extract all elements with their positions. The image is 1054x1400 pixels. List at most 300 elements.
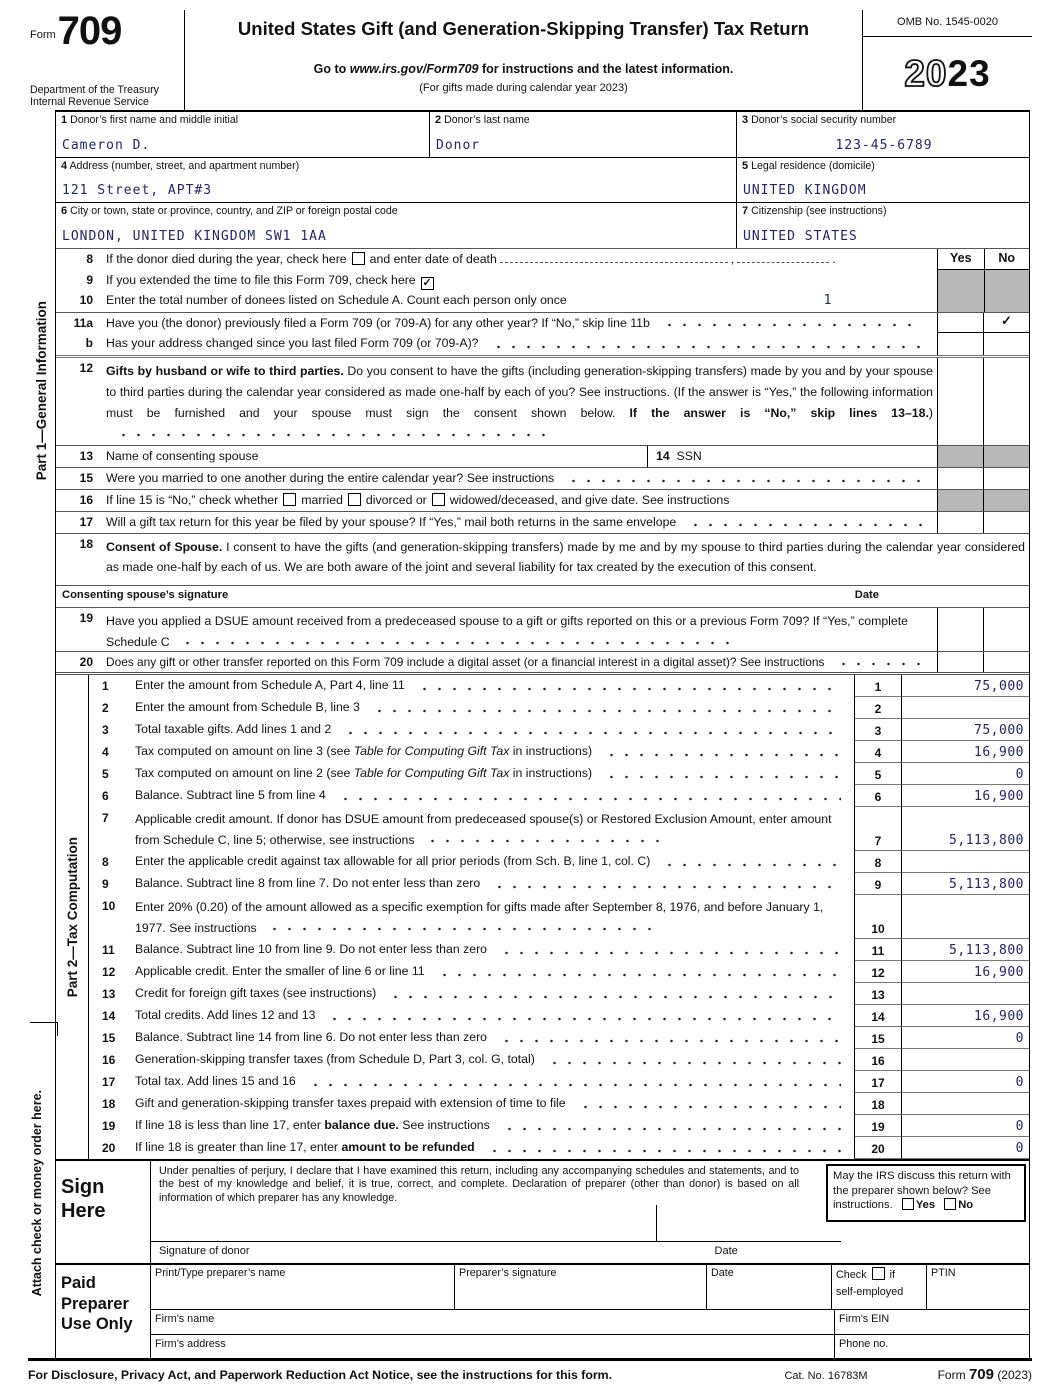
row-12-close: ) (928, 406, 933, 420)
p2-row-13 (89, 983, 1029, 1005)
p2-row-11-label: Balance. Subtract line 10 from line 9. Do not enter less than zero (135, 942, 488, 956)
p2-row-6-label: Balance. Subtract line 5 from line 4 (135, 788, 326, 802)
p2-row-9 (89, 873, 1029, 895)
row-14 (647, 446, 937, 467)
f2-num: 2 (435, 114, 442, 126)
row-11a-no-cell[interactable] (983, 313, 1029, 333)
row-8-text2: and enter date of death (369, 252, 497, 266)
firm-name-cell[interactable] (151, 1310, 834, 1334)
line-9-amount[interactable]: 5,113,800 (949, 877, 1024, 892)
form-number-footer: Form 709 (2023) (937, 1366, 1032, 1383)
perjury-statement: Under penalties of perjury, I declare that I have examined this return, including any accompanying schedules and statements, and to the best of my knowledge and belief, it is true, correct, and complete. Declaration of preparer (other than donor) is based on all information of which preparer has any knowledge. (159, 1165, 799, 1204)
dot-leader (492, 884, 841, 890)
form-number-box (28, 10, 185, 110)
ssn-field[interactable]: 123-45-6789 (835, 138, 933, 153)
consent-date-label: Date (854, 589, 879, 601)
line-7-amount[interactable]: 5,113,800 (949, 833, 1024, 848)
p2-row-20-num: 20 (102, 1141, 116, 1155)
part1-side-label: Part 1—General Information (33, 301, 49, 481)
p2-row-12 (89, 961, 1029, 983)
firm-name-label: Firm’s name (155, 1313, 215, 1325)
yes-no-column (937, 249, 1029, 312)
dot-leader (688, 522, 923, 528)
omb-year-box (862, 10, 1032, 110)
row-11a-num: 11a (73, 316, 93, 330)
p2-row-8 (89, 851, 1029, 873)
disclosure-notice: For Disclosure, Privacy Act, and Paperwork Reduction Act Notice, see the instructions for this form. (28, 1368, 613, 1382)
p2-row-6-box: 6 (854, 785, 902, 807)
f5-num: 5 (742, 160, 749, 172)
row-11b-yes-cell[interactable] (937, 333, 983, 355)
dot-leader (566, 478, 923, 484)
form-header (28, 10, 1032, 110)
title-block (185, 10, 862, 110)
goto-line (185, 62, 862, 76)
preparer-date-label: Date (711, 1267, 734, 1279)
f6-label: City or town, state or province, country, and ZIP or foreign postal code (70, 205, 398, 217)
p2-row-2-num: 2 (102, 701, 109, 715)
row-8-comma: , (730, 252, 735, 266)
phone-label: Phone no. (839, 1338, 889, 1350)
p2-row-2 (89, 697, 1029, 719)
form-body (55, 110, 1030, 1360)
dept-line-2: Internal Revenue Service (30, 95, 149, 108)
dot-leader (417, 686, 841, 692)
p2-row-16-num: 16 (102, 1053, 116, 1067)
row-13-14 (56, 445, 1029, 467)
donor-signature-field[interactable] (159, 1209, 839, 1239)
p2-row-14-box: 14 (854, 1005, 902, 1027)
no-header: No (984, 249, 1030, 269)
self-employed-cell (831, 1265, 926, 1309)
p2-row-14 (89, 1005, 1029, 1027)
dot-leader (338, 796, 841, 802)
row-16-yes-cell (937, 490, 983, 511)
row-9 (56, 270, 937, 291)
sign-here-section (56, 1159, 1029, 1263)
row-17-text: Will a gift tax return for this year be filed by your spouse? If “Yes,” mail both returns in the same envelope (106, 515, 677, 529)
dot-leader (491, 344, 923, 350)
line-20-amount[interactable]: 0 (1015, 1141, 1024, 1156)
dot-leader (116, 432, 546, 438)
p2-row-4-num: 4 (102, 745, 109, 759)
city-field[interactable]: LONDON, UNITED KINGDOM SW1 1AA (62, 229, 327, 244)
p2-row-7-box: 7 (854, 807, 902, 851)
p2-row-10-box: 10 (854, 895, 902, 939)
row-8-num: 8 (86, 252, 93, 266)
p2-row-15-label: Balance. Subtract line 14 from line 6. Do not enter less than zero (135, 1030, 488, 1044)
p2-row-18-box: 18 (854, 1093, 902, 1115)
widowed-checkbox[interactable] (432, 493, 445, 506)
p2-row-4 (89, 741, 1029, 763)
p2-row-16-box: 16 (854, 1049, 902, 1071)
preparer-signature-cell[interactable] (454, 1265, 706, 1309)
catalog-number: Cat. No. 16783M (784, 1370, 868, 1382)
row-20-no-cell[interactable] (983, 652, 1029, 672)
row-15 (56, 467, 1029, 489)
row-11b-text: Has your address changed since you last filed Form 709 (or 709-A)? (106, 336, 479, 350)
p2-row-7 (89, 807, 1029, 851)
donee-count-field[interactable]: 1 (823, 293, 832, 309)
p2-row-9-label: Balance. Subtract line 8 from line 7. Do not enter less than zero (135, 876, 481, 890)
row-10-num: 10 (79, 293, 93, 308)
p2-row-10 (89, 895, 1029, 939)
firm-ein-cell[interactable] (834, 1310, 1029, 1334)
year-solid: 23 (947, 52, 991, 94)
p2-row-19-post: See instructions (398, 1118, 490, 1132)
p2-row-4-italic: Table for Computing Gift Tax (353, 744, 510, 758)
p2-row-2-label: Enter the amount from Schedule B, line 3 (135, 700, 360, 714)
row-16 (56, 489, 1029, 511)
citizenship-field[interactable]: UNITED STATES (743, 229, 858, 244)
dot-leader (437, 972, 841, 978)
row-8-period: . (832, 252, 836, 266)
row-16-no-cell (983, 490, 1029, 511)
donor-first-name-field[interactable]: Cameron D. (62, 138, 151, 153)
p2-row-7-num: 7 (102, 811, 109, 825)
row-20-text: Does any gift or other transfer reported on this Form 709 include a digital asset (or a financial interest in a digital asset)? See instructions (106, 655, 825, 669)
row-12-bold2: If the answer is “No,” skip lines 13–18. (629, 406, 929, 420)
dot-leader (604, 752, 841, 758)
dot-leader (308, 1082, 841, 1088)
row-11b-num: b (85, 336, 93, 350)
p2-row-8-num: 8 (102, 855, 109, 869)
row-12-bold: Gifts by husband or wife to third parties. (106, 364, 348, 378)
p2-row-4-post: in instructions) (509, 744, 593, 758)
row-18-bold: Consent of Spouse. (106, 540, 227, 554)
row-11a (56, 312, 1029, 333)
p2-row-15 (89, 1027, 1029, 1049)
row-11a-text: Have you (the donor) previously filed a Form 709 (or 709-A) for any other year? If “No,” skip line 11b (106, 316, 650, 330)
dot-leader (578, 1104, 841, 1110)
divorced-checkbox[interactable] (348, 493, 361, 506)
f4-num: 4 (61, 160, 68, 172)
preparer-date-cell[interactable] (706, 1265, 831, 1309)
row-16-text: If line 15 is “No,” check whether (106, 493, 279, 507)
p2-row-11-num: 11 (102, 943, 115, 957)
row-15-text: Were you married to one another during the entire calendar year? See instructions (106, 471, 555, 485)
married-checkbox[interactable] (283, 493, 296, 506)
died-checkbox[interactable] (352, 252, 365, 265)
form-number: 709 (57, 9, 122, 53)
row-15-yes-cell[interactable] (937, 468, 983, 489)
f1-label: Donor’s first name and middle initial (70, 114, 239, 126)
line-4-amount[interactable]: 16,900 (974, 745, 1024, 760)
dot-leader (499, 950, 841, 956)
f7-label: Citizenship (see instructions) (751, 205, 887, 217)
p2-row-8-box: 8 (854, 851, 902, 873)
p2-row-1-label: Enter the amount from Schedule A, Part 4, line 11 (135, 678, 405, 692)
p2-row-3-label: Total taxable gifts. Add lines 1 and 2 (135, 722, 332, 736)
phone-cell[interactable] (834, 1335, 1029, 1359)
row-19-num: 19 (79, 611, 93, 625)
firm-address-label: Firm’s address (155, 1338, 226, 1350)
row-20 (56, 651, 1029, 672)
row-10-text: Enter the total number of donees listed on Schedule A. Count each person only once (106, 293, 567, 308)
p2-row-6-num: 6 (102, 789, 109, 803)
row-15-no-cell[interactable] (983, 468, 1029, 489)
line-19-amount[interactable]: 0 (1015, 1119, 1024, 1134)
year-outline: 20 (904, 52, 948, 94)
p2-row-18-label: Gift and generation-skipping transfer taxes prepaid with extension of time to file (135, 1096, 566, 1110)
row-9-num: 9 (86, 272, 93, 287)
row-19 (56, 607, 1029, 651)
f4-label: Address (number, street, and apartment number) (69, 160, 300, 172)
firm-ein-label: Firm’s EIN (839, 1313, 890, 1325)
row-19-no-cell[interactable] (983, 608, 1029, 651)
f2-label: Donor’s last name (444, 114, 530, 126)
row-10 (56, 290, 937, 312)
signature-of-donor-label: Signature of donor (159, 1245, 250, 1257)
p2-row-19-box: 19 (854, 1115, 902, 1137)
row-12-yes-cell[interactable] (937, 358, 983, 445)
f3-num: 3 (742, 114, 749, 126)
p2-row-5-post: in instructions) (509, 766, 593, 780)
omb-number: OMB No. 1545-0020 (863, 10, 1032, 37)
p2-row-10-label: Enter 20% (0.20) of the amount allowed as a specific exemption for gifts made after September 8, 1976, and before January 1, 1977. See instructions (135, 900, 824, 935)
row-11b-no-cell[interactable] (983, 333, 1029, 355)
check-label: Check (836, 1269, 867, 1281)
p2-row-10-num: 10 (102, 899, 116, 913)
paid-preparer-section (56, 1263, 1029, 1359)
line-6-amount[interactable]: 16,900 (974, 789, 1024, 804)
p2-row-12-num: 12 (102, 965, 116, 979)
p2-row-9-num: 9 (102, 877, 109, 891)
row-11a-yes-cell[interactable] (937, 313, 983, 333)
city-row (56, 203, 1029, 248)
p2-row-14-num: 14 (102, 1009, 116, 1023)
date-of-death-field[interactable] (500, 252, 728, 263)
line-11-amount[interactable]: 5,113,800 (949, 943, 1024, 958)
row-18 (56, 533, 1029, 585)
tax-year (863, 37, 1032, 110)
row-16-opt2: divorced or (365, 493, 427, 507)
p2-row-12-box: 12 (854, 961, 902, 983)
page-footer (28, 1358, 1032, 1383)
row-19-yes-cell[interactable] (937, 608, 983, 651)
ptin-label: PTIN (931, 1267, 956, 1279)
f6-num: 6 (61, 205, 68, 217)
p2-row-20-bold: amount to be refunded (341, 1140, 475, 1154)
row-12-no-cell[interactable] (983, 358, 1029, 445)
row-18-num: 18 (79, 537, 93, 551)
consent-signature-label: Consenting spouse’s signature (62, 589, 229, 601)
irs-discuss-yes-checkbox[interactable] (902, 1198, 914, 1210)
irs-discuss-yes-label: Yes (915, 1199, 936, 1212)
p2-row-2-box: 2 (854, 697, 902, 719)
f3-label: Donor’s social security number (751, 114, 897, 126)
address-field[interactable]: 121 Street, APT#3 (62, 183, 213, 198)
p2-row-5-italic: Table for Computing Gift Tax (353, 766, 510, 780)
calendar-note: (For gifts made during calendar year 2023) (419, 82, 628, 94)
part2-tax-computation (56, 672, 1029, 1159)
ptin-cell[interactable] (926, 1265, 1029, 1309)
p2-row-17-box: 17 (854, 1071, 902, 1093)
goto-prefix: Go to (313, 62, 350, 76)
row-12-num: 12 (79, 361, 93, 375)
dot-leader (425, 838, 660, 844)
donor-last-name-field[interactable]: Donor (436, 138, 481, 153)
line-14-amount[interactable]: 16,900 (974, 1009, 1024, 1024)
p2-row-14-label: Total credits. Add lines 12 and 13 (135, 1008, 316, 1022)
row-11b (56, 333, 1029, 355)
p2-row-19 (89, 1115, 1029, 1137)
p2-row-11 (89, 939, 1029, 961)
sign-here-label: Sign Here (56, 1161, 151, 1263)
p2-row-3-box: 3 (854, 719, 902, 741)
p2-row-12-label: Applicable credit. Enter the smaller of line 6 or line 11 (135, 964, 425, 978)
row-13-num: 13 (79, 449, 93, 463)
attach-note: Attach check or money order here. (30, 1089, 44, 1297)
row-9-text: If you extended the time to file this Form 709, check here (106, 272, 416, 287)
row-18-text: I consent to have the gifts (and generation-skipping transfers) made by me and by my spouse to third parties during the calendar year considered as made one-half by each of us. We are both aware of the joint and several liability for tax created by the execution of this consent. (106, 540, 1026, 574)
address-row (56, 158, 1029, 203)
dot-leader (499, 1038, 841, 1044)
preparer-name-label: Print/Type preparer’s name (155, 1267, 286, 1279)
line-12-amount[interactable]: 16,900 (974, 965, 1024, 980)
p2-row-19-bold: balance due. (324, 1118, 399, 1132)
row-15-num: 15 (79, 471, 93, 485)
row-16-num: 16 (79, 493, 93, 507)
p2-row-20 (89, 1137, 1029, 1159)
irs-discuss-no-label: No (958, 1199, 974, 1212)
row-16-opt1: married (301, 493, 343, 507)
dot-leader (502, 1126, 841, 1132)
row-12-text: Do you consent to have the gifts (including generation-skipping transfers) made by you and by your spouse to third parties during the calendar year considered as made one-half by each of you? See instructions. (If the answer is “Yes,” the following information must be furnished and your spouse must sign the consent shown below. (106, 364, 933, 420)
row-13-text: Name of consenting spouse (106, 449, 259, 463)
row-20-num: 20 (79, 655, 93, 669)
p2-row-7-label: Applicable credit amount. If donor has DSUE amount from predeceased spouse(s) or Restored Exclusion Amount, enter amount from Schedule C, line 5; otherwise, see instructions (135, 812, 832, 847)
dot-leader (327, 1016, 841, 1022)
p2-row-17 (89, 1071, 1029, 1093)
p2-row-15-box: 15 (854, 1027, 902, 1049)
p2-row-4-pre: Tax computed on amount on line 3 (see (135, 744, 354, 758)
f7-num: 7 (742, 205, 749, 217)
row-14-text: SSN (676, 449, 702, 463)
p2-row-13-box: 13 (854, 983, 902, 1005)
dot-leader (372, 708, 841, 714)
paid-preparer-label: Paid Preparer Use Only (56, 1265, 151, 1359)
self-employed-label: self-employed (836, 1286, 904, 1299)
p2-row-5-box: 5 (854, 763, 902, 785)
p2-row-4-box: 4 (854, 741, 902, 763)
dot-leader (487, 1148, 841, 1154)
line-5-amount[interactable]: 0 (1015, 767, 1024, 782)
p2-row-5 (89, 763, 1029, 785)
p2-row-18-num: 18 (102, 1097, 116, 1111)
extension-checkbox[interactable]: ✓ (422, 276, 432, 289)
dot-leader (662, 862, 841, 868)
p2-row-6 (89, 785, 1029, 807)
p2-row-18 (89, 1093, 1029, 1115)
preparer-name-cell[interactable] (151, 1265, 454, 1309)
irs-discuss-question: May the IRS discuss this return with the preparer shown below? See instructions. (833, 1170, 1011, 1212)
row-16-opt3: widowed/deceased, and give date. See instructions (449, 493, 730, 507)
p2-row-17-label: Total tax. Add lines 15 and 16 (135, 1074, 296, 1088)
legal-residence-field[interactable]: UNITED KINGDOM (743, 183, 867, 198)
p2-row-16 (89, 1049, 1029, 1071)
dot-leader (343, 730, 841, 736)
part2-side-label: Part 2—Tax Computation (56, 675, 89, 1159)
p2-row-1-box: 1 (854, 675, 902, 697)
dot-leader (388, 994, 841, 1000)
form-word: Form (30, 29, 56, 41)
p2-row-1-num: 1 (102, 679, 109, 693)
p2-row-9-box: 9 (854, 873, 902, 895)
p2-row-5-num: 5 (102, 767, 109, 781)
row-17 (56, 511, 1029, 533)
p2-row-13-label: Credit for foreign gift taxes (see instructions) (135, 986, 377, 1000)
f1-num: 1 (61, 114, 68, 126)
p2-row-3-num: 3 (102, 723, 109, 737)
dept-line-1: Department of the Treasury (30, 83, 159, 96)
row-8 (56, 249, 937, 270)
line-17-amount[interactable]: 0 (1015, 1075, 1024, 1090)
p2-row-20-pre: If line 18 is greater than line 17, enter (135, 1140, 342, 1154)
p2-row-15-num: 15 (102, 1031, 116, 1045)
row-19-text: Have you applied a DSUE amount received from a predeceased spouse to a gift or gifts reported on this or a previous Form 709? If “Yes,” complete Schedule C (106, 614, 908, 649)
dot-leader (604, 774, 841, 780)
line-1-amount[interactable]: 75,000 (974, 679, 1024, 694)
line-3-amount[interactable]: 75,000 (974, 723, 1024, 738)
row-11a-no-check: ✓ (1001, 313, 1012, 328)
irs-discuss-box (826, 1164, 1026, 1222)
p2-row-1 (89, 675, 1029, 697)
name-row (56, 112, 1029, 158)
p2-row-19-num: 19 (102, 1119, 116, 1133)
irs-discuss-no-checkbox[interactable] (944, 1198, 956, 1210)
shaded-cells-8-10 (938, 270, 1029, 312)
f5-label: Legal residence (domicile) (751, 160, 875, 172)
yes-header: Yes (949, 251, 972, 265)
row-12 (56, 355, 1029, 445)
dot-leader (180, 640, 735, 646)
line-15-amount[interactable]: 0 (1015, 1031, 1024, 1046)
row-14-num: 14 (656, 449, 670, 463)
p2-row-19-pre: If line 18 is less than line 17, enter (135, 1118, 325, 1132)
p2-row-11-box: 11 (854, 939, 902, 961)
self-employed-checkbox[interactable] (872, 1267, 885, 1280)
dot-leader (836, 661, 923, 667)
irs-url: www.irs.gov/Form709 (349, 62, 479, 76)
row-13-yes-cell (937, 446, 983, 467)
row-20-yes-cell[interactable] (937, 652, 983, 672)
p2-row-20-box: 20 (854, 1137, 902, 1159)
donor-date-label: Date (714, 1245, 738, 1257)
p2-row-16-label: Generation-skipping transfer taxes (from Schedule D, Part 3, col. G, total) (135, 1052, 535, 1066)
row-13-no-cell (983, 446, 1029, 467)
row-17-no-cell[interactable] (983, 512, 1029, 533)
p2-row-8-label: Enter the applicable credit against tax allowable for all prior periods (from Sch. B, line 1, col. C) (135, 854, 651, 868)
p2-row-13-num: 13 (102, 987, 116, 1001)
dot-leader (662, 322, 923, 328)
preparer-signature-label: Preparer’s signature (459, 1267, 557, 1279)
check-if-label: if (889, 1269, 896, 1281)
goto-suffix: for instructions and the latest information. (478, 62, 734, 76)
row-17-yes-cell[interactable] (937, 512, 983, 533)
p2-row-3 (89, 719, 1029, 741)
date-of-death-year-field[interactable] (737, 252, 829, 263)
rows-8-10 (56, 248, 1029, 312)
dot-leader (547, 1060, 841, 1066)
form-title: United States Gift (and Generation-Skipping Transfer) Tax Return (237, 18, 810, 39)
p2-row-17-num: 17 (102, 1075, 116, 1089)
row-8-text: If the donor died during the year, check here (106, 252, 347, 266)
row-17-num: 17 (79, 515, 93, 529)
dot-leader (267, 926, 662, 932)
firm-address-cell[interactable] (151, 1335, 834, 1359)
p2-row-5-pre: Tax computed on amount on line 2 (see (135, 766, 354, 780)
